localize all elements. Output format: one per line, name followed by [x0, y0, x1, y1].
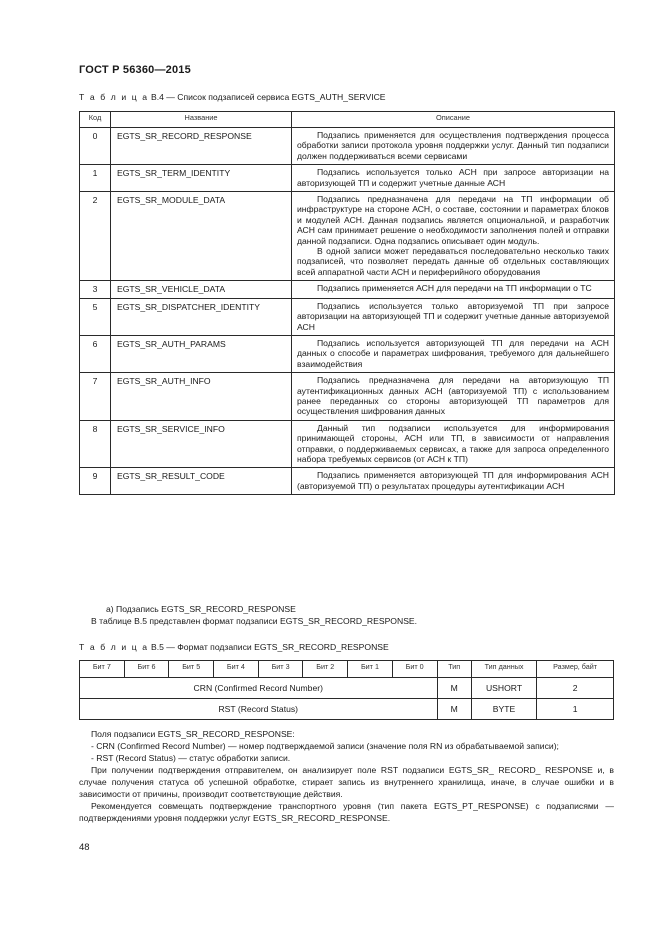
- table-b4: [79, 111, 615, 495]
- subrecord-name-cell: EGTS_SR_SERVICE_INFO: [111, 420, 292, 468]
- header-desc: Описание: [292, 112, 615, 128]
- column-header: Бит 5: [169, 661, 214, 678]
- data-type-cell: USHORT: [471, 678, 536, 699]
- code-cell: 1: [80, 165, 111, 192]
- table-row: [80, 335, 615, 372]
- description-cell: [292, 335, 615, 372]
- table-row: [80, 281, 615, 298]
- description-cell: [292, 298, 615, 335]
- description-paragraph: Подзапись используется только АСН при запросе авторизации на авторизующей ТП и содержит учетные данные АСН: [297, 167, 609, 188]
- table-row: [80, 128, 615, 165]
- body-paragraph: - CRN (Confirmed Record Number) — номер подтверждаемой записи (значение поля RN из обрабатываемой записи);: [91, 741, 559, 751]
- size-cell: 1: [537, 699, 614, 720]
- code-cell: 0: [80, 128, 111, 165]
- column-header: Бит 7: [80, 661, 125, 678]
- description-cell: [292, 165, 615, 192]
- code-cell: 7: [80, 373, 111, 421]
- table-row: [80, 165, 615, 192]
- column-header: Бит 3: [258, 661, 303, 678]
- subrecord-name-cell: EGTS_SR_DISPATCHER_IDENTITY: [111, 298, 292, 335]
- body-paragraph: - RST (Record Status) — статус обработки записи.: [91, 753, 291, 763]
- body-paragraph: При получении подтверждения отправителем, он анализирует поле RST подзаписи EGTS_SR_ RECORD_ RESPONSE и, в случае получения статуса об успешной обработке, стирает запись из внутреннего хранилища, иначе, в случае ошибки и в зависимости от причины, производит соответствующие действия.: [79, 765, 614, 799]
- field-name-cell: CRN (Confirmed Record Number): [80, 678, 438, 699]
- subrecord-name-cell: EGTS_SR_TERM_IDENTITY: [111, 165, 292, 192]
- type-cell: M: [437, 678, 471, 699]
- description-paragraph: Подзапись применяется для осуществления подтверждения процесса обработки записи протокола уровня поддержки услуг. Данный тип подзаписи должен поддерживаться всеми сервисами: [297, 130, 609, 161]
- size-cell: 2: [537, 678, 614, 699]
- subsection-block: [79, 603, 614, 627]
- code-cell: 3: [80, 281, 111, 298]
- type-cell: M: [437, 699, 471, 720]
- column-header: Размер, байт: [537, 661, 614, 678]
- description-paragraph: Подзапись применяется авторизующей ТП для информирования АСН (авторизуемой ТП) о результатах процедуры аутентификации АСН: [297, 470, 609, 491]
- description-paragraph: Подзапись предназначена для передачи на авторизующую ТП аутентификационных данных АСН (авторизуемой ТП) с использованием ранее переданных со стороны авторизующей ТП параметров для осуществления шифрования данных: [297, 375, 609, 417]
- description-cell: [292, 373, 615, 421]
- column-header: Тип: [437, 661, 471, 678]
- header-name: Название: [111, 112, 292, 128]
- description-cell: [292, 281, 615, 298]
- body-paragraph: Поля подзаписи EGTS_SR_RECORD_RESPONSE:: [91, 729, 295, 739]
- column-header: Бит 4: [214, 661, 259, 678]
- description-cell: [292, 192, 615, 281]
- table-b5-caption-label: Т а б л и ц а: [79, 642, 149, 652]
- table-b4-caption: [79, 92, 386, 102]
- code-cell: 6: [80, 335, 111, 372]
- description-paragraph: Подзапись предназначена для передачи на ТП информации об инфраструктуре на стороне АСН, о составе, состоянии и параметрах блоков и модулей АСН. Данная подзапись является опциональной, и разработчик АСН сам принимает решение о необходимости заполнения полей и отправки данной подзаписи. Одна подзапись описывает один модуль.: [297, 194, 609, 246]
- table-row: [80, 298, 615, 335]
- code-cell: 9: [80, 468, 111, 495]
- table-b5: [79, 660, 614, 720]
- table-b4-body: [80, 128, 615, 495]
- code-cell: 5: [80, 298, 111, 335]
- table-b5-header-row: [80, 661, 614, 678]
- table-b5-body: [80, 678, 614, 720]
- data-type-cell: BYTE: [471, 699, 536, 720]
- column-header: Бит 0: [392, 661, 437, 678]
- code-cell: 2: [80, 192, 111, 281]
- table-row: [80, 373, 615, 421]
- column-header: Бит 6: [124, 661, 169, 678]
- subsection-heading: а) Подзапись EGTS_SR_RECORD_RESPONSE: [106, 604, 296, 614]
- subrecord-name-cell: EGTS_SR_AUTH_INFO: [111, 373, 292, 421]
- body-paragraph: Рекомендуется совмещать подтверждение транспортного уровня (тип пакета EGTS_PT_RESPONSE) с подзаписями — подтверждениями уровня поддержки услуг EGTS_SR_RECORD_RESPONSE.: [79, 801, 614, 823]
- table-b4-caption-text: В.4 — Список подзаписей сервиса EGTS_AUTH_SERVICE: [150, 92, 386, 102]
- table-b5-caption: [79, 642, 389, 652]
- table-b4-caption-label: Т а б л и ц а: [79, 92, 149, 102]
- subsection-intro: В таблице В.5 представлен формат подзаписи EGTS_SR_RECORD_RESPONSE.: [91, 616, 418, 626]
- subrecord-name-cell: EGTS_SR_AUTH_PARAMS: [111, 335, 292, 372]
- subrecord-name-cell: EGTS_SR_VEHICLE_DATA: [111, 281, 292, 298]
- table-row: [80, 678, 614, 699]
- table-row: [80, 192, 615, 281]
- subrecord-name-cell: EGTS_SR_RESULT_CODE: [111, 468, 292, 495]
- table-row: [80, 420, 615, 468]
- description-paragraph: Данный тип подзаписи используется для информирования принимающей стороны, АСН или ТП, в зависимости от направления отправки, о поддерживаемых сервисах, а также для запроса определенного набора требуемых сервисов (от АСН к ТП): [297, 422, 609, 464]
- description-paragraph: В одной записи может передаваться последовательно несколько таких подзаписей, что позволяет передать данные об отдельных составляющих всей аппаратной части АСН и периферийного оборудования: [297, 246, 609, 277]
- column-header: Тип данных: [471, 661, 536, 678]
- table-row: [80, 468, 615, 495]
- description-cell: [292, 128, 615, 165]
- field-name-cell: RST (Record Status): [80, 699, 438, 720]
- body-text: [79, 728, 614, 824]
- description-paragraph: Подзапись используется авторизующей ТП для передачи на АСН данных о способе и параметрах шифрования, требуемого для дальнейшего взаимодействия: [297, 337, 609, 369]
- description-cell: [292, 468, 615, 495]
- description-paragraph: Подзапись используется только авторизуемой ТП при запросе авторизации на авторизующей ТП и содержит учетные данные авторизуемой АСН: [297, 300, 609, 332]
- page-number: 48: [79, 842, 90, 853]
- description-cell: [292, 420, 615, 468]
- table-row: [80, 699, 614, 720]
- subrecord-name-cell: EGTS_SR_MODULE_DATA: [111, 192, 292, 281]
- column-header: Бит 2: [303, 661, 348, 678]
- column-header: Бит 1: [348, 661, 393, 678]
- code-cell: 8: [80, 420, 111, 468]
- table-b4-header-row: [80, 112, 615, 128]
- table-b5-caption-text: В.5 — Формат подзаписи EGTS_SR_RECORD_RESPONSE: [150, 642, 389, 652]
- subrecord-name-cell: EGTS_SR_RECORD_RESPONSE: [111, 128, 292, 165]
- description-paragraph: Подзапись применяется АСН для передачи на ТП информации о ТС: [317, 283, 592, 294]
- standard-title: ГОСТ Р 56360—2015: [79, 64, 191, 76]
- header-code: Код: [80, 112, 111, 128]
